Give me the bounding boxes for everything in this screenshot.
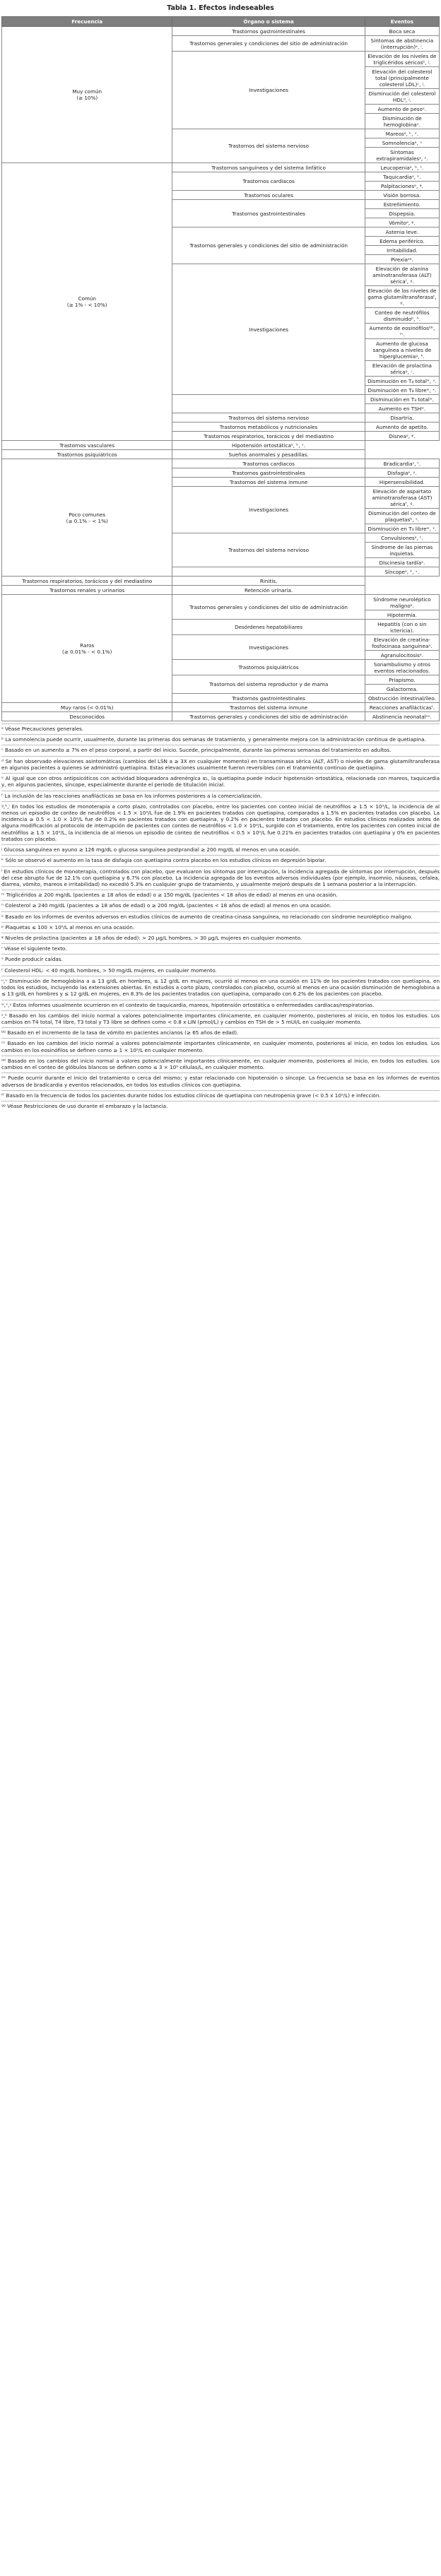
event-cell: Aumento de pesoᵉ. xyxy=(365,105,439,114)
event-cell: Agranulocitosisᵃ. xyxy=(365,651,439,660)
frequency-cell: Poco comunes (≥ 0.1% - < 1%) xyxy=(2,459,172,577)
event-cell: Reacciones anafilácticasᶠ. xyxy=(365,703,439,712)
footnote: ᶜᶜ Basado en los cambios del inicio normal a valores potencialmente importantes clínicamente, en cualquier momento, posteriores al inicio, en todos los estudios. Los cambios en los eosinófilos se definen como ≥ 1 × 10⁹/L en cualquier momento. xyxy=(1,1038,440,1055)
event-cell: Disminución en T₄ totalʷ, ˣ. xyxy=(365,377,439,386)
footnote: ᶠᶠ Basado en la frecuencia de todos los pacientes durante todos los estudios clínicos de quetiapina con neutropenia grave (< 0.5 x 10⁹/L) e infección. xyxy=(1,1090,440,1101)
frequency-cell: Muy común (≥ 10%) xyxy=(2,27,172,163)
organ-system-cell: Trastornos cardiacos xyxy=(172,172,365,191)
header-frequency: Frecuencia xyxy=(2,17,172,27)
event-cell: Sueños anormales y pesadillas. xyxy=(172,450,365,459)
table-row xyxy=(2,459,440,468)
event-cell: Palpitacionesᵃ, ᵠ. xyxy=(365,182,439,191)
footnote: ᶻ,ᵃ Basado en los cambios del inicio normal a valores potencialmente importantes clínicamente, en cualquier momento, posteriores al inicio, en todos los estudios. Los cambios en T4 total, T4 libre, T3 total y T3 libre se definen como < 0.8 x LIN (pmol/L) y cambios en TSH de > 5 mUI/L en cualquier momento. xyxy=(1,1010,440,1027)
footnote: ᵇ La somnolencia puede ocurrir, usualmente, durante las primeras dos semanas de tratamiento, y generalmente mejora con la administración continua de quetiapina. xyxy=(1,734,440,745)
footnote: ᶜ Basado en un aumento ≥ 7% en el peso corporal, a partir del inicio. Sucede, principalmente, durante las primeras semanas del tratamiento en adultos. xyxy=(1,745,440,755)
footnote: ᵠ Niveles de prolactina (pacientes ≥ 18 años de edad): > 20 μg/L hombres, > 30 μg/L mujeres en cualquier momento. xyxy=(1,933,440,943)
footnote: ᵏ Sólo se observó el aumento en la tasa de disfagia con quetiapina contra placebo en los estudios clínicos en depresión bipolar. xyxy=(1,855,440,865)
event-cell: Síntomas de abstinencia (interrupción)ᵃ, ⁱ. xyxy=(365,36,439,52)
table-body xyxy=(2,27,440,721)
event-cell: Elevación del colesterol total (principalmente colesterol LDL)ᶜ, ʲ. xyxy=(365,67,439,89)
event-cell: Abstinencia neonatalᵉᵉ. xyxy=(365,712,439,721)
organ-system-cell: Trastornos del sistema inmune xyxy=(172,703,365,712)
event-cell: Conteo de neutrófilos disminuidoᵇ, ʰ. xyxy=(365,308,439,324)
organ-system-cell: Investigaciones xyxy=(172,264,365,395)
footnote: ᵒ Basado en los informes de eventos adversos en estudios clínicos de aumento de creatina-cinasa sanguínea, no relacionado con síndrome neuroléptico maligno. xyxy=(1,911,440,922)
event-cell: Hipotensión ortostáticaᵃ, ᵏ, ᵛ. xyxy=(172,441,365,450)
organ-system-cell: Investigaciones xyxy=(172,52,365,129)
table-row xyxy=(2,703,440,712)
event-cell: Dispepsia. xyxy=(365,209,439,218)
table-row xyxy=(2,450,440,459)
document-page xyxy=(1,0,440,1111)
event-cell: Aumento en TSHʷ. xyxy=(365,404,439,413)
frequency-cell: Desconocidos xyxy=(2,712,172,721)
header-organ-system: Órgano o sistema xyxy=(172,17,365,27)
organ-system-cell: Trastornos respiratorios, torácicos y del mediastino xyxy=(172,432,365,441)
table-row xyxy=(2,577,440,586)
event-cell: Disminución de hemoglobinaᵘ. xyxy=(365,114,439,129)
event-cell: Aumento de apetito. xyxy=(365,423,439,432)
event-cell: Vómitoᵃ, ᵠ. xyxy=(365,218,439,228)
event-cell: Sonambulismo y otros eventos relacionados. xyxy=(365,660,439,675)
event-cell: Disfagiaᵃ, ʸ. xyxy=(365,468,439,478)
organ-system-cell: Trastornos cardiacos xyxy=(172,459,365,468)
event-cell: Disartria. xyxy=(365,413,439,423)
organ-system-cell: Trastornos gastrointestinales xyxy=(172,694,365,703)
footnote: ˡ En estudios clínicos de monoterapia, controlados con placebo, que evaluaron los síntomas por interrupción, la incidencia agregada de síntomas por interrupción, después del cese abrupto fue de 12.1% con quetiapina y 6.7% con placebo. La incidencia agregada de los eventos adversos individuales (por ejemplo, insomnio, náuseas, cefalea, diarrea, vómito, mareos e irritabilidad) no excedió 5.3% en cualquier grupo de tratamiento, y usualmente mejoró después de 1 semana posterior a la interrupción. xyxy=(1,866,440,890)
organ-system-cell: Trastornos metabólicos y nutricionales xyxy=(172,423,365,432)
footnote: ˢ Puede producir caídas. xyxy=(1,954,440,964)
organ-system-cell: Trastornos respiratorios, torácicos y del mediastino xyxy=(2,577,172,586)
event-cell: Aumento de eosinófilosᵇᵇ, ᵐ. xyxy=(365,324,439,339)
event-cell: Elevación de prolactina séricaᵖ, ʳ. xyxy=(365,361,439,377)
organ-system-cell: Desórdenes hepatobiliares xyxy=(172,620,365,635)
frequency-cell: Muy raros (< 0.01%) xyxy=(2,703,172,712)
event-cell: Boca seca xyxy=(365,27,439,36)
event-cell: Galactorrea. xyxy=(365,685,439,694)
event-cell: Elevación de creatina-fosfocinasa sanguíneaᵃ. xyxy=(365,635,439,651)
event-cell: Disminución del conteo de plaquetasᵇ, ˢ. xyxy=(365,509,439,524)
footnotes xyxy=(1,723,440,1111)
event-cell: Visión borrosa. xyxy=(365,191,439,200)
organ-system-cell: Trastornos generales y condiciones del sitio de administración xyxy=(172,712,365,721)
event-cell: Aumento de glucosa sanguínea a niveles de hiperglucemiaᵍ, ʰ. xyxy=(365,339,439,361)
organ-system-cell: Trastornos del sistema nervioso xyxy=(172,129,365,163)
footnote: ᵖ Plaquetas ≤ 100 × 10⁹/L al menos en una ocasión. xyxy=(1,922,440,933)
frequency-cell: Raros (≥ 0.01% - < 0.1%) xyxy=(2,595,172,703)
table-row xyxy=(2,163,440,172)
event-cell: Elevación de aspartato aminotransferasa (AST) séricaᶠ, ᵍ. xyxy=(365,487,439,509)
footnote: ᵍ,ʰ,ⁱ En todos los estudios de monoterapia a corto plazo, controlados con placebo, entre los pacientes con conteo inicial de neutrófilos ≥ 1.5 × 10⁹/L, la incidencia de al menos un episodio de conteo de neutrófilos < 1.5 × 10⁹/L fue de 1.9% en pacientes tratados con quetiapina, comparados a 1.5% en pacientes tratados con placebo. La incidencia ≥ 0.5 < 1.0 × 10⁹/L fue de 0.2% en pacientes tratados con quetiapina, y 0.2% en pacientes tratados con placebo. En estudios clínicos realizados antes de alguna modificación al protocolo de interrupción de pacientes con conteo de neutrófilos < 1.0 × 10⁹/L, surgido con el tratamiento, entre los pacientes con conteo inicial de neutrófilos ≥ 1.5 × 10⁹/L, la incidencia de al menos un episodio de conteo de neutrófilos < 0.5 × 10⁹/L fue 0.21% en pacientes tratados con quetiapina y 0% en pacientes tratados con placebo. xyxy=(1,801,440,844)
event-cell: Elevación de los niveles de triglicéridos séricosᵇ, ʲ. xyxy=(365,52,439,67)
event-cell: Discinesia tardíaᵃ. xyxy=(365,558,439,567)
table-row xyxy=(2,595,440,610)
footnote: ᵗ Colesterol HDL: < 40 mg/dL hombres, > 50 mg/dL mujeres, en cualquier momento. xyxy=(1,965,440,976)
event-cell: Elevación de los niveles de gama glutamiltransferasaᶠ, ᵍ. xyxy=(365,286,439,308)
event-cell: Rinitis. xyxy=(172,577,365,586)
footnote: ᵃ Véase Precauciones generales. xyxy=(1,723,440,734)
footnote: ᵉᵉ Puede ocurrir durante el inicio del tratamiento o cerca del mismo; y estar relacionado con hipotensión o síncope. La frecuencia se basa en los informes de eventos adversos de bradicardia y eventos relacionados, en todos los estudios clínicos con quetiapina. xyxy=(1,1073,440,1089)
event-cell: Elevación de alanina aminotransferasa (ALT) séricaᶠ, ᵍ. xyxy=(365,264,439,286)
event-cell: Convulsionesᵃ, ᵗ. xyxy=(365,533,439,543)
event-cell: Obstrucción intestinal/íleo. xyxy=(365,694,439,703)
organ-system-cell: Trastornos renales y urinarios xyxy=(2,586,172,595)
event-cell: Hepatitis (con o sin ictericia). xyxy=(365,620,439,635)
organ-system-cell: Trastornos oculares xyxy=(172,191,365,200)
footnote: ʷ,ˣ,ʸ Estos informes usualmente ocurrieron en el contexto de taquicardia, mareos, hipotensión ortostática o enfermedades cardíacas/respiratorias. xyxy=(1,1000,440,1010)
event-cell: Priapismo. xyxy=(365,675,439,685)
event-cell: Astenia leve. xyxy=(365,228,439,237)
footnote: ᵇᵇ Basado en el incremento de la tasa de vómito en pacientes ancianos (≥ 65 años de edad). xyxy=(1,1027,440,1038)
event-cell: Hipotermia. xyxy=(365,610,439,620)
table-row xyxy=(2,712,440,721)
event-cell: Pirexiaᵃᵃ. xyxy=(365,255,439,264)
footnote: ⁿ Colesterol ≥ 240 mg/dL (pacientes ≥ 18 años de edad) o ≥ 200 mg/dL (pacientes < 18 años de edad) al menos en una ocasión. xyxy=(1,900,440,911)
table-row xyxy=(2,27,440,36)
organ-system-cell: Trastornos gastrointestinales xyxy=(172,468,365,478)
organ-system-cell: Trastornos gastrointestinales xyxy=(172,27,365,36)
event-cell: Hipersensibilidad. xyxy=(365,478,439,487)
event-cell: Síncopeᵃ, ᵏ, ᵛ. xyxy=(365,567,439,577)
footnote: ᵈ Se han observado elevaciones asintomáticas (cambios del LSN a ≥ 3X en cualquier momento) en transaminasa sérica (ALT, AST) o niveles de gama glutamiltransferasa en algunos pacientes a quienes se administró quetiapina. Estas elevaciones usualmente fueron reversibles con el tratamiento continuo de quetiapina. xyxy=(1,756,440,773)
footnote: ʳ Véase el siguiente texto. xyxy=(1,943,440,954)
organ-system-cell: Trastornos generales y condiciones del sitio de administración xyxy=(172,36,365,52)
footnote: ᵈᵈ Basado en los cambios del inicio normal a valores potencialmente importantes clínicamente, en cualquier momento, posteriores al inicio, en todos los estudios. Los cambios en el conteo de glóbulos blancos se definen como ≤ 3 × 10⁹ células/L, en cualquier momento. xyxy=(1,1056,440,1073)
organ-system-cell: Trastornos del sistema nervioso xyxy=(172,413,365,423)
organ-system-cell: Investigaciones xyxy=(172,487,365,533)
event-cell: Somnolenciaᵃ, ᵛ xyxy=(365,138,439,148)
footnote: ᵉ Al igual que con otros antipsicóticos con actividad bloqueadora adrenérgica α₁, la quetiapina puede inducir hipotensión ortostática, relacionada con mareos, taquicardia y, en algunos pacientes, síncope, especialmente durante el periodo de titulación inicial. xyxy=(1,773,440,790)
footnote: ᵐ Triglicéridos ≥ 200 mg/dL (pacientes ≥ 18 años de edad) o ≥ 150 mg/dL (pacientes < 18 años de edad) al menos en una ocasión. xyxy=(1,890,440,900)
footnote: ᵍᵍ Véase Restricciones de uso durante el embarazo y la lactancia. xyxy=(1,1101,440,1111)
frequency-cell: Común (≥ 1% - < 10%) xyxy=(2,163,172,441)
organ-system-cell: Trastornos del sistema nervioso xyxy=(172,533,365,567)
organ-system-cell: Trastornos vasculares xyxy=(2,441,172,450)
event-cell: Disneaᵃ, ᵠ. xyxy=(365,432,439,441)
header-events: Eventos xyxy=(365,17,439,27)
event-cell: Disminución del colesterol HDLᵈ, ʲ. xyxy=(365,89,439,105)
table-title: Tabla 1. Efectos indeseables xyxy=(167,4,274,12)
table-row xyxy=(2,441,440,450)
event-cell: Taquicardiaᵃ, ᵏ. xyxy=(365,172,439,182)
organ-system-cell xyxy=(172,567,365,577)
event-cell: Leucopeniaᵃ, ᵇ, ᵗ. xyxy=(365,163,439,172)
organ-system-cell: Trastornos generales y condiciones del sitio de administración xyxy=(172,228,365,264)
event-cell: Mareosᵃ, ᵏ, ᵛ. xyxy=(365,129,439,138)
event-cell: Retención urinaria. xyxy=(172,586,365,595)
organ-system-cell: Trastornos psiquiátricos xyxy=(2,450,172,459)
organ-system-cell: Investigaciones xyxy=(172,635,365,660)
organ-system-cell xyxy=(172,395,365,413)
table-header-row xyxy=(2,17,440,27)
event-cell: Disminución en T₄ libreʷ, ˣ. xyxy=(365,386,439,395)
event-cell: Disminución en T₃ totalʷ. xyxy=(365,395,439,404)
organ-system-cell: Trastornos generales y condiciones del sitio de administración xyxy=(172,595,365,620)
event-cell: Estreñimiento. xyxy=(365,200,439,209)
event-cell: Disminución en T₃ libreʷ, ˣ. xyxy=(365,524,439,533)
adverse-effects-table xyxy=(1,16,440,721)
table-row xyxy=(2,586,440,595)
event-cell: Síndrome de las piernas inquietas. xyxy=(365,543,439,558)
event-cell: Síntomas extrapiramidalesᵃ, ᶻ. xyxy=(365,148,439,163)
organ-system-cell: Trastornos sanguíneos y del sistema linfático xyxy=(172,163,365,172)
organ-system-cell: Trastornos psiquiátricos xyxy=(172,660,365,675)
organ-system-cell: Trastornos del sistema inmune xyxy=(172,478,365,487)
footnote: ᶠ La inclusión de las reacciones anafilácticas se basa en los informes posteriores a la comercialización. xyxy=(1,791,440,801)
organ-system-cell: Trastornos del sistema reproductor y de mama xyxy=(172,675,365,694)
footnote: ᵘ,ᵛ Disminución de hemoglobina a ≤ 13 g/dL en hombres, ≤ 12 g/dL en mujeres, ocurrió al menos en una ocasión en 11% de los pacientes tratados con quetiapina, en todos los estudios, incluyendo las extensiones abiertas. En estudios a corto plazo, controlados con placebo, ocurrió al menos en una ocasión disminución de hemoglobina a ≤ 13 g/dL en hombres y ≤ 12 g/dL en mujeres, en 8.3% de los pacientes tratados con quetiapina, comparado con 6.2% de los pacientes con placebo. xyxy=(1,976,440,1000)
footnote: ʲ Glucosa sanguínea en ayuno ≥ 126 mg/dL o glucosa sanguínea postprandial ≥ 200 mg/dL al menos en una ocasión. xyxy=(1,844,440,855)
event-cell: Irritabilidad. xyxy=(365,246,439,255)
event-cell: Síndrome neuroléptico malignoᵃ. xyxy=(365,595,439,610)
event-cell: Edema periférico. xyxy=(365,237,439,246)
organ-system-cell: Trastornos gastrointestinales xyxy=(172,200,365,228)
event-cell: Bradicardiaᶻ, ᵗ. xyxy=(365,459,439,468)
